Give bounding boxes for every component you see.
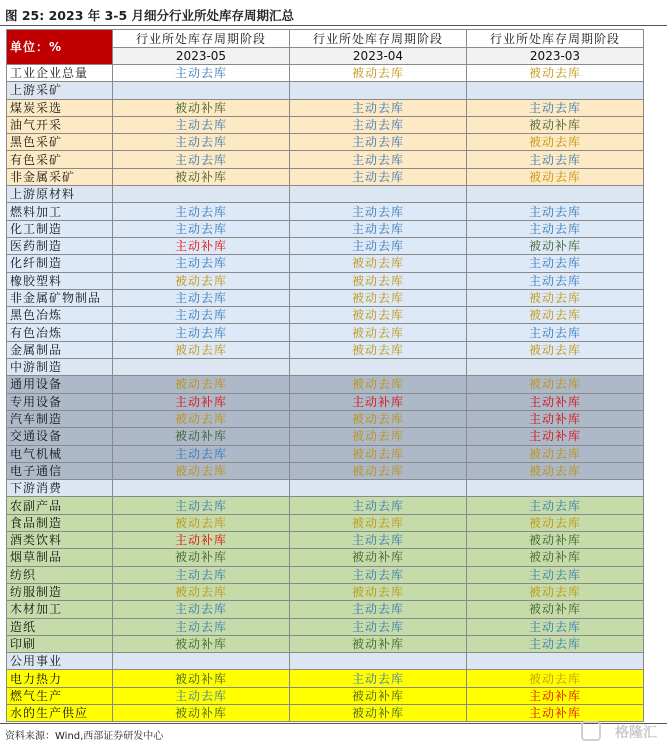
section-empty-cell xyxy=(467,359,644,376)
phase-cell: 被动补库 xyxy=(113,549,290,566)
phase-cell: 被动补库 xyxy=(290,635,467,652)
phase-cell: 被动去库 xyxy=(290,289,467,306)
industry-name: 黑色冶炼 xyxy=(7,307,113,324)
top-rule xyxy=(0,25,667,26)
phase-cell: 被动去库 xyxy=(113,462,290,479)
section-row xyxy=(7,480,644,497)
phase-cell: 主动去库 xyxy=(290,151,467,168)
section-empty-cell xyxy=(290,82,467,99)
industry-name: 非金属采矿 xyxy=(7,168,113,185)
phase-cell: 被动去库 xyxy=(467,462,644,479)
industry-row xyxy=(7,583,644,600)
phase-cell: 主动去库 xyxy=(467,566,644,583)
industry-row xyxy=(7,255,644,272)
phase-cell: 主动去库 xyxy=(467,635,644,652)
phase-cell: 主动去库 xyxy=(290,168,467,185)
phase-cell: 被动去库 xyxy=(290,410,467,427)
phase-cell: 主动去库 xyxy=(113,289,290,306)
industry-name: 非金属矿物制品 xyxy=(7,289,113,306)
phase-cell: 被动去库 xyxy=(113,514,290,531)
industry-name: 通用设备 xyxy=(7,376,113,393)
phase-cell: 主动去库 xyxy=(290,99,467,116)
phase-cell: 被动去库 xyxy=(467,583,644,600)
phase-cell: 主动去库 xyxy=(113,601,290,618)
phase-cell: 主动补库 xyxy=(113,237,290,254)
phase-cell: 主动去库 xyxy=(467,272,644,289)
phase-cell: 主动去库 xyxy=(467,324,644,341)
phase-cell: 主动去库 xyxy=(113,566,290,583)
industry-row xyxy=(7,289,644,306)
industry-row xyxy=(7,168,644,185)
phase-cell: 被动去库 xyxy=(467,134,644,151)
phase-cell: 被动补库 xyxy=(113,168,290,185)
phase-cell: 被动去库 xyxy=(467,376,644,393)
section-empty-cell xyxy=(113,82,290,99)
industry-name: 专用设备 xyxy=(7,393,113,410)
industry-name: 化纤制造 xyxy=(7,255,113,272)
header-row-titles xyxy=(7,30,644,48)
phase-cell: 被动去库 xyxy=(290,376,467,393)
section-empty-cell xyxy=(113,359,290,376)
industry-row xyxy=(7,376,644,393)
col-title-1: 行业所处库存周期阶段 xyxy=(113,30,290,48)
phase-cell: 主动去库 xyxy=(113,445,290,462)
section-label: 上游原材料 xyxy=(7,186,113,203)
phase-cell: 被动去库 xyxy=(467,341,644,358)
industry-row xyxy=(7,462,644,479)
phase-cell: 主动去库 xyxy=(113,324,290,341)
section-empty-cell xyxy=(467,480,644,497)
industry-name: 烟草制品 xyxy=(7,549,113,566)
section-empty-cell xyxy=(113,653,290,670)
industry-row xyxy=(7,670,644,687)
phase-cell: 主动去库 xyxy=(467,99,644,116)
phase-cell: 主动去库 xyxy=(290,134,467,151)
phase-cell: 主动去库 xyxy=(290,497,467,514)
phase-cell: 被动去库 xyxy=(467,307,644,324)
phase-cell: 被动补库 xyxy=(467,549,644,566)
industry-name: 纺服制造 xyxy=(7,583,113,600)
section-row xyxy=(7,359,644,376)
industry-name: 酒类饮料 xyxy=(7,532,113,549)
period-2: 2023-04 xyxy=(290,48,467,65)
phase-cell: 被动补库 xyxy=(113,99,290,116)
industry-name: 电子通信 xyxy=(7,462,113,479)
phase-cell: 主动去库 xyxy=(113,307,290,324)
industry-row xyxy=(7,514,644,531)
section-label: 上游采矿 xyxy=(7,82,113,99)
industry-row xyxy=(7,635,644,652)
phase-cell: 主动去库 xyxy=(113,65,290,82)
phase-cell: 被动去库 xyxy=(467,445,644,462)
industry-row xyxy=(7,134,644,151)
phase-cell: 被动补库 xyxy=(290,549,467,566)
industry-name: 医药制造 xyxy=(7,237,113,254)
industry-row xyxy=(7,65,644,82)
phase-cell: 主动补库 xyxy=(290,393,467,410)
industry-row xyxy=(7,151,644,168)
section-empty-cell xyxy=(467,653,644,670)
industry-name: 农副产品 xyxy=(7,497,113,514)
col-title-3: 行业所处库存周期阶段 xyxy=(467,30,644,48)
phase-cell: 主动去库 xyxy=(113,618,290,635)
industry-row xyxy=(7,324,644,341)
phase-cell: 主动去库 xyxy=(113,255,290,272)
industry-name: 食品制造 xyxy=(7,514,113,531)
phase-cell: 主动补库 xyxy=(467,704,644,721)
phase-cell: 被动去库 xyxy=(290,583,467,600)
industry-name: 黑色采矿 xyxy=(7,134,113,151)
phase-cell: 被动去库 xyxy=(290,307,467,324)
unit-cell: 单位：% xyxy=(7,30,113,65)
phase-cell: 主动去库 xyxy=(467,203,644,220)
industry-name: 煤炭采选 xyxy=(7,99,113,116)
phase-cell: 主动去库 xyxy=(290,237,467,254)
phase-cell: 主动去库 xyxy=(290,670,467,687)
industry-name: 汽车制造 xyxy=(7,410,113,427)
phase-cell: 主动补库 xyxy=(113,393,290,410)
phase-cell: 主动去库 xyxy=(113,220,290,237)
phase-cell: 被动补库 xyxy=(290,704,467,721)
phase-cell: 主动去库 xyxy=(290,203,467,220)
phase-cell: 主动去库 xyxy=(113,134,290,151)
phase-cell: 主动补库 xyxy=(467,428,644,445)
industry-name: 印刷 xyxy=(7,635,113,652)
section-label: 中游制造 xyxy=(7,359,113,376)
figure-label: 图 25: xyxy=(5,8,45,23)
section-label: 下游消费 xyxy=(7,480,113,497)
section-empty-cell xyxy=(467,82,644,99)
industry-row xyxy=(7,307,644,324)
industry-name: 有色冶炼 xyxy=(7,324,113,341)
phase-cell: 被动去库 xyxy=(290,514,467,531)
phase-cell: 被动去库 xyxy=(113,272,290,289)
phase-cell: 被动补库 xyxy=(113,635,290,652)
phase-cell: 主动去库 xyxy=(290,618,467,635)
phase-cell: 主动补库 xyxy=(467,410,644,427)
bottom-rule xyxy=(0,723,667,724)
watermark: 格隆汇 xyxy=(615,725,657,741)
phase-cell: 被动去库 xyxy=(113,341,290,358)
industry-name: 油气开采 xyxy=(7,116,113,133)
industry-row xyxy=(7,410,644,427)
industry-name: 电气机械 xyxy=(7,445,113,462)
period-3: 2023-03 xyxy=(467,48,644,65)
section-label: 公用事业 xyxy=(7,653,113,670)
industry-name: 木材加工 xyxy=(7,601,113,618)
phase-cell: 主动去库 xyxy=(113,151,290,168)
industry-row xyxy=(7,687,644,704)
phase-cell: 被动去库 xyxy=(467,289,644,306)
phase-cell: 被动去库 xyxy=(113,583,290,600)
phase-cell: 被动去库 xyxy=(290,462,467,479)
phase-cell: 被动去库 xyxy=(290,255,467,272)
phase-cell: 主动去库 xyxy=(467,220,644,237)
industry-row xyxy=(7,99,644,116)
industry-row xyxy=(7,566,644,583)
phase-cell: 主动补库 xyxy=(467,687,644,704)
industry-row xyxy=(7,203,644,220)
phase-cell: 被动去库 xyxy=(290,324,467,341)
industry-row xyxy=(7,428,644,445)
phase-cell: 被动去库 xyxy=(113,376,290,393)
industry-name: 化工制造 xyxy=(7,220,113,237)
phase-cell: 主动去库 xyxy=(113,203,290,220)
phase-cell: 被动去库 xyxy=(290,445,467,462)
section-row xyxy=(7,653,644,670)
industry-row xyxy=(7,220,644,237)
phase-cell: 被动去库 xyxy=(113,410,290,427)
industry-row xyxy=(7,704,644,721)
phase-cell: 被动去库 xyxy=(467,65,644,82)
industry-name: 造纸 xyxy=(7,618,113,635)
phase-cell: 主动补库 xyxy=(113,532,290,549)
phase-cell: 主动去库 xyxy=(290,566,467,583)
phase-cell: 被动补库 xyxy=(290,687,467,704)
figure-title xyxy=(5,6,294,24)
section-empty-cell xyxy=(290,186,467,203)
phase-cell: 主动去库 xyxy=(290,220,467,237)
source-note: 资料来源：Wind,西部证券研发中心 xyxy=(5,731,164,742)
phase-cell: 被动补库 xyxy=(113,704,290,721)
industry-row xyxy=(7,549,644,566)
section-empty-cell xyxy=(113,186,290,203)
industry-name: 交通设备 xyxy=(7,428,113,445)
section-empty-cell xyxy=(290,480,467,497)
industry-row xyxy=(7,618,644,635)
industry-row xyxy=(7,341,644,358)
industry-row xyxy=(7,237,644,254)
phase-cell: 被动补库 xyxy=(467,237,644,254)
phase-cell: 被动去库 xyxy=(290,272,467,289)
phase-cell: 被动补库 xyxy=(467,601,644,618)
phase-cell: 被动补库 xyxy=(113,670,290,687)
phase-cell: 被动去库 xyxy=(467,168,644,185)
section-row xyxy=(7,186,644,203)
phase-cell: 主动去库 xyxy=(113,116,290,133)
section-empty-cell xyxy=(290,359,467,376)
phase-cell: 被动补库 xyxy=(467,532,644,549)
section-row xyxy=(7,82,644,99)
figure-caption: 2023 年 3-5 月细分行业所处库存周期汇总 xyxy=(48,8,295,23)
phase-cell: 主动去库 xyxy=(113,497,290,514)
industry-row xyxy=(7,393,644,410)
phase-cell: 主动去库 xyxy=(467,618,644,635)
industry-row xyxy=(7,272,644,289)
inventory-cycle-table xyxy=(6,29,644,722)
industry-row xyxy=(7,116,644,133)
gelonghui-logo-icon xyxy=(581,721,601,741)
industry-row xyxy=(7,601,644,618)
phase-cell: 被动去库 xyxy=(467,670,644,687)
phase-cell: 主动去库 xyxy=(290,532,467,549)
phase-cell: 主动去库 xyxy=(290,601,467,618)
phase-cell: 被动去库 xyxy=(290,428,467,445)
section-empty-cell xyxy=(467,186,644,203)
phase-cell: 被动补库 xyxy=(113,428,290,445)
phase-cell: 主动补库 xyxy=(467,393,644,410)
industry-name: 纺织 xyxy=(7,566,113,583)
industry-name: 有色采矿 xyxy=(7,151,113,168)
industry-name: 金属制品 xyxy=(7,341,113,358)
phase-cell: 主动去库 xyxy=(467,255,644,272)
industry-row xyxy=(7,497,644,514)
phase-cell: 主动去库 xyxy=(113,687,290,704)
phase-cell: 主动去库 xyxy=(467,497,644,514)
col-title-2: 行业所处库存周期阶段 xyxy=(290,30,467,48)
phase-cell: 被动去库 xyxy=(290,65,467,82)
phase-cell: 被动去库 xyxy=(290,341,467,358)
industry-name: 橡胶塑料 xyxy=(7,272,113,289)
section-empty-cell xyxy=(113,480,290,497)
phase-cell: 被动去库 xyxy=(467,514,644,531)
industry-row xyxy=(7,445,644,462)
phase-cell: 被动补库 xyxy=(467,116,644,133)
section-empty-cell xyxy=(290,653,467,670)
industry-row xyxy=(7,532,644,549)
industry-name: 电力热力 xyxy=(7,670,113,687)
industry-name: 水的生产供应 xyxy=(7,704,113,721)
period-1: 2023-05 xyxy=(113,48,290,65)
phase-cell: 主动去库 xyxy=(290,116,467,133)
industry-name: 燃气生产 xyxy=(7,687,113,704)
industry-name: 燃料加工 xyxy=(7,203,113,220)
phase-cell: 主动去库 xyxy=(467,151,644,168)
industry-name: 工业企业总量 xyxy=(7,65,113,82)
